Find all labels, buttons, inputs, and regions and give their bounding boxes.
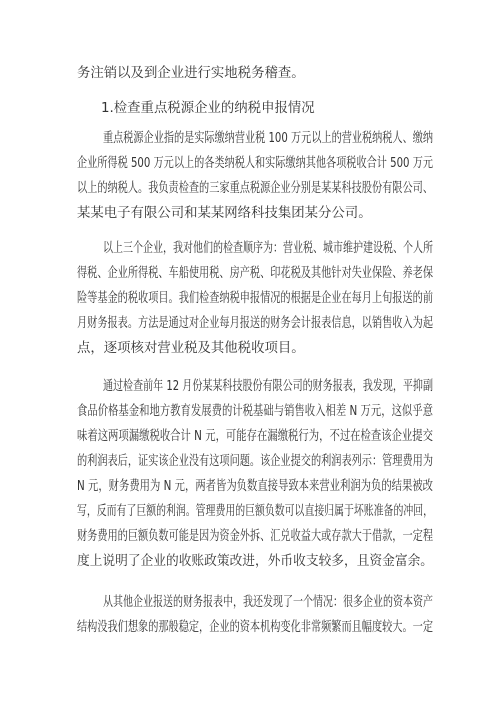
text-line: 以上的纳税人。我负责检查的三家重点税源企业分别是某某科技股份有限公司、 bbox=[77, 181, 433, 196]
text-line: 重点税源企业指的是实际缴纳营业税 100 万元以上的营业税纳税人、缴纳 bbox=[103, 131, 433, 146]
text-line: 月财务报表。方法是通过对企业每月报送的财务会计报表信息，以销售收入为起 bbox=[77, 316, 433, 331]
heading-text: 1.检查重点税源企业的纳税申报情况 bbox=[101, 101, 315, 116]
paragraph-inspection-order bbox=[77, 236, 433, 361]
section-heading bbox=[101, 96, 457, 121]
text-line: 结构没我们想象的那般稳定，企业的资本机构变化非常频繁而且幅度较大。一定 bbox=[77, 620, 433, 635]
text-line: 味着这两项漏缴税收合计 N 元，可能存在漏缴税行为，不过在检查该企业提交 bbox=[77, 429, 433, 444]
text-line: 的利润表后，证实该企业没有这项问题。该企业提交的利润表列示：管理费用为 bbox=[77, 454, 433, 469]
text-line: 财务费用的巨额负数可能是因为资金外拆、汇兑收益大或存款大于借款，一定程 bbox=[77, 529, 433, 544]
text-line: 通过检查前年 12 月份某某科技股份有限公司的财务报表，我发现，平抑副 bbox=[103, 379, 433, 394]
paragraph-key-taxpayers bbox=[77, 126, 433, 226]
paragraph-financial-findings bbox=[77, 374, 433, 574]
text-line: N 元，财务费用为 N 元，两者皆为负数直接导致本来营业利润为负的结果被改 bbox=[77, 479, 433, 494]
text-line: 务注销以及到企业进行实地税务稽查。 bbox=[77, 66, 305, 81]
text-line: 企业所得税 500 万元以上的各类纳税人和实际缴纳其他各项税收合计 500 万元 bbox=[77, 156, 433, 171]
text-line: 点，逐项核对营业税及其他税收项目。 bbox=[77, 341, 305, 356]
text-line: 食品价格基金和地方教育发展费的计税基础与销售收入相差 N 万元，这似乎意 bbox=[77, 404, 433, 419]
paragraph-capital-structure bbox=[77, 590, 433, 640]
text-line: 从其他企业报送的财务报表中，我还发现了一个情况：很多企业的资本资产 bbox=[103, 595, 433, 610]
text-line: 度上说明了企业的收账政策改进，外币收支较多，且资金富余。 bbox=[77, 554, 433, 569]
text-line: 以上三个企业，我对他们的检查顺序为：营业税、城市维护建设税、个人所 bbox=[103, 241, 433, 256]
text-line: 得税、企业所得税、车船使用税、房产税、印花税及其他针对失业保险、养老保 bbox=[77, 266, 433, 281]
text-line: 写，反而有了巨额的利润。管理费用的巨额负数可以直接归属于坏账准备的冲回， bbox=[77, 504, 433, 519]
text-line: 某某电子有限公司和某某网络科技集团某分公司。 bbox=[77, 206, 372, 221]
paragraph-intro-tail bbox=[77, 61, 433, 86]
text-line: 险等基金的税收项目。我们检查纳税申报情况的根据是企业在每月上旬报送的前 bbox=[77, 291, 433, 306]
